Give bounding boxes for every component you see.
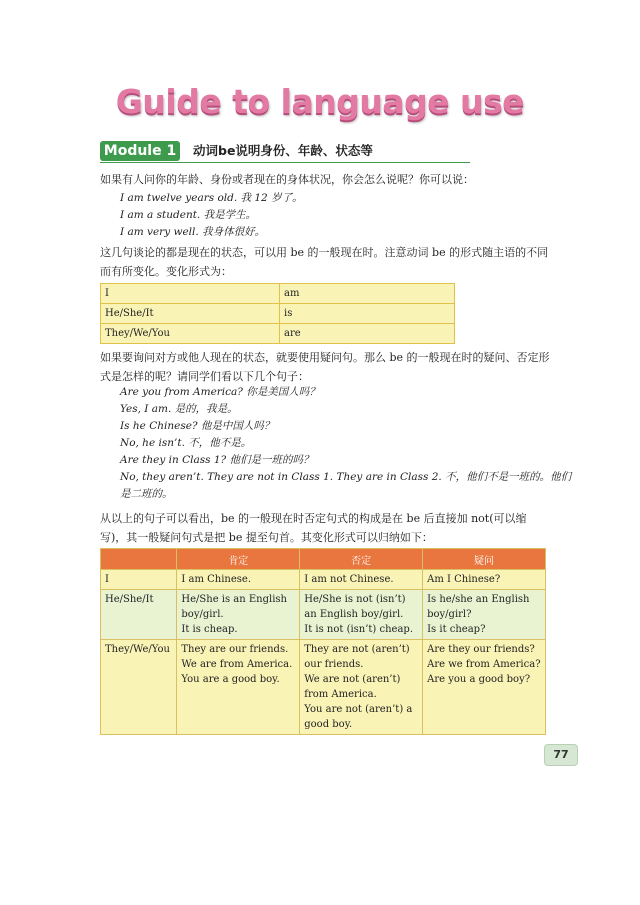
- example-line: 是二班的。: [120, 488, 173, 500]
- be-forms-table: [100, 283, 455, 344]
- example-line: I am very well. 我身体很好。: [120, 226, 266, 238]
- intro-paragraph: 如果有人问你的年龄、身份或者现在的身体状况，你会怎么说呢？你可以说：: [100, 173, 474, 186]
- question-paragraph: 如果要询问对方或他人现在的状态，就要使用疑问句。那么 be 的一般现在时的疑问、否定形式是怎样的呢？请同学们看以下几个句子：: [100, 351, 550, 383]
- table-cell: Am I Chinese?: [423, 570, 546, 590]
- page-title: Guide to language use: [115, 82, 525, 121]
- example-line: No, they aren’t. They are not in Class 1. They are in Class 2. 不，他们不是一班的。他们: [120, 471, 572, 483]
- example-line: Is he Chinese? 他是中国人吗？: [120, 420, 275, 432]
- table-cell: He/She/It: [101, 304, 280, 324]
- example-line: No, he isn’t. 不，他不是。: [120, 437, 252, 449]
- table-cell: Are they our friends? Are we from America? Are you a good boy?: [423, 640, 546, 735]
- table-cell: They are not (aren’t) our friends. We are not (aren’t) from America. You are not (aren’t) a good boy.: [300, 640, 423, 735]
- column-header: 否定: [300, 549, 423, 570]
- table-row: [101, 284, 455, 304]
- module-header: [100, 141, 470, 163]
- example-line: I am a student. 我是学生。: [120, 209, 257, 221]
- module-title: 动词be说明身份、年龄、状态等: [193, 143, 373, 158]
- table-row: [101, 570, 546, 590]
- table-row: [101, 324, 455, 344]
- table-header-row: [101, 549, 546, 570]
- table-cell: Is he/she an English boy/girl? Is it cheap?: [423, 590, 546, 640]
- example-line: Are you from America? 你是美国人吗？: [120, 386, 320, 398]
- row-header: They/We/You: [101, 640, 177, 735]
- table-cell: They are our friends. We are from America. You are a good boy.: [177, 640, 300, 735]
- table-cell: are: [280, 324, 455, 344]
- table-row: [101, 640, 546, 735]
- table-cell: I: [101, 284, 280, 304]
- summary-paragraph: 从以上的句子可以看出，be 的一般现在时否定句式的构成是在 be 后直接加 not(可以缩写)，其一般疑问句式是把 be 提至句首。其变化形式可以归纳如下：: [100, 512, 527, 544]
- table-cell: He/She is an English boy/girl. It is cheap.: [177, 590, 300, 640]
- table-cell: is: [280, 304, 455, 324]
- table-cell: He/She is not (isn’t) an English boy/girl. It is not (isn’t) cheap.: [300, 590, 423, 640]
- example-line: I am twelve years old. 我 12 岁了。: [120, 192, 303, 204]
- table-row: [101, 304, 455, 324]
- page-number: 77: [544, 744, 578, 766]
- table-row: [101, 590, 546, 640]
- table-cell: I am not Chinese.: [300, 570, 423, 590]
- column-header: 肯定: [177, 549, 300, 570]
- row-header: I: [101, 570, 177, 590]
- row-header: He/She/It: [101, 590, 177, 640]
- example-line: Yes, I am. 是的，我是。: [120, 403, 238, 415]
- column-header: [101, 549, 177, 570]
- module-badge: Module 1: [100, 141, 180, 161]
- table-cell: am: [280, 284, 455, 304]
- table-cell: I am Chinese.: [177, 570, 300, 590]
- example-line: Are they in Class 1? 他们是一班的吗？: [120, 454, 314, 466]
- be-summary-table: [100, 548, 546, 735]
- explanation-paragraph: 这几句谈论的都是现在的状态，可以用 be 的一般现在时。注意动词 be 的形式随主语的不同而有所变化。变化形式为：: [100, 246, 549, 278]
- column-header: 疑问: [423, 549, 546, 570]
- table-cell: They/We/You: [101, 324, 280, 344]
